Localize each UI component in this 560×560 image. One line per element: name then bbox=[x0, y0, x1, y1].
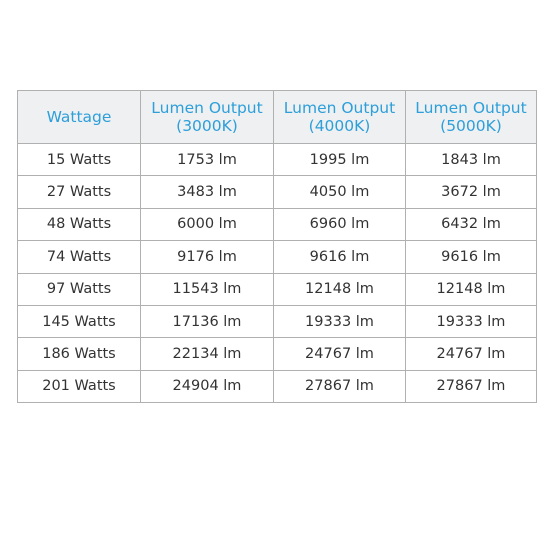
cell-wattage: 186 Watts bbox=[18, 338, 141, 370]
table-row bbox=[18, 273, 537, 305]
cell-wattage: 48 Watts bbox=[18, 208, 141, 240]
cell-lumen-5000k: 6432 lm bbox=[406, 208, 537, 240]
header-wattage bbox=[18, 91, 141, 144]
cell-lumen-3000k: 6000 lm bbox=[141, 208, 274, 240]
header-lumen-4000k-line2: (4000K) bbox=[308, 117, 371, 135]
table-row bbox=[18, 144, 537, 176]
header-row bbox=[18, 91, 537, 144]
cell-lumen-5000k: 24767 lm bbox=[406, 338, 537, 370]
header-lumen-3000k bbox=[141, 91, 274, 144]
cell-lumen-3000k: 3483 lm bbox=[141, 176, 274, 208]
cell-wattage: 15 Watts bbox=[18, 144, 141, 176]
cell-lumen-3000k: 22134 lm bbox=[141, 338, 274, 370]
cell-wattage: 201 Watts bbox=[18, 370, 141, 402]
cell-lumen-4000k: 27867 lm bbox=[274, 370, 406, 402]
cell-lumen-3000k: 1753 lm bbox=[141, 144, 274, 176]
cell-lumen-4000k: 12148 lm bbox=[274, 273, 406, 305]
cell-wattage: 145 Watts bbox=[18, 305, 141, 337]
lumen-output-table bbox=[17, 90, 537, 403]
cell-lumen-5000k: 9616 lm bbox=[406, 241, 537, 273]
cell-lumen-3000k: 17136 lm bbox=[141, 305, 274, 337]
cell-wattage: 97 Watts bbox=[18, 273, 141, 305]
cell-lumen-4000k: 4050 lm bbox=[274, 176, 406, 208]
cell-lumen-3000k: 24904 lm bbox=[141, 370, 274, 402]
header-wattage-line1: Wattage bbox=[46, 108, 112, 126]
table-row bbox=[18, 370, 537, 402]
header-lumen-5000k-line1: Lumen Output bbox=[415, 99, 527, 117]
cell-lumen-4000k: 24767 lm bbox=[274, 338, 406, 370]
cell-wattage: 27 Watts bbox=[18, 176, 141, 208]
cell-lumen-5000k: 19333 lm bbox=[406, 305, 537, 337]
header-lumen-5000k-line2: (5000K) bbox=[440, 117, 502, 135]
cell-lumen-5000k: 27867 lm bbox=[406, 370, 537, 402]
header-lumen-5000k bbox=[406, 91, 537, 144]
header-lumen-3000k-line1: Lumen Output bbox=[151, 99, 263, 117]
header-lumen-3000k-line2: (3000K) bbox=[176, 117, 238, 135]
table-row bbox=[18, 305, 537, 337]
cell-lumen-3000k: 9176 lm bbox=[141, 241, 274, 273]
cell-lumen-5000k: 3672 lm bbox=[406, 176, 537, 208]
cell-lumen-4000k: 19333 lm bbox=[274, 305, 406, 337]
table-row bbox=[18, 338, 537, 370]
cell-lumen-4000k: 6960 lm bbox=[274, 208, 406, 240]
header-lumen-4000k bbox=[274, 91, 406, 144]
table-row bbox=[18, 208, 537, 240]
cell-wattage: 74 Watts bbox=[18, 241, 141, 273]
header-lumen-4000k-line1: Lumen Output bbox=[283, 99, 396, 117]
cell-lumen-4000k: 1995 lm bbox=[274, 144, 406, 176]
cell-lumen-4000k: 9616 lm bbox=[274, 241, 406, 273]
cell-lumen-5000k: 12148 lm bbox=[406, 273, 537, 305]
cell-lumen-3000k: 11543 lm bbox=[141, 273, 274, 305]
cell-lumen-5000k: 1843 lm bbox=[406, 144, 537, 176]
table-row bbox=[18, 241, 537, 273]
table-row bbox=[18, 176, 537, 208]
